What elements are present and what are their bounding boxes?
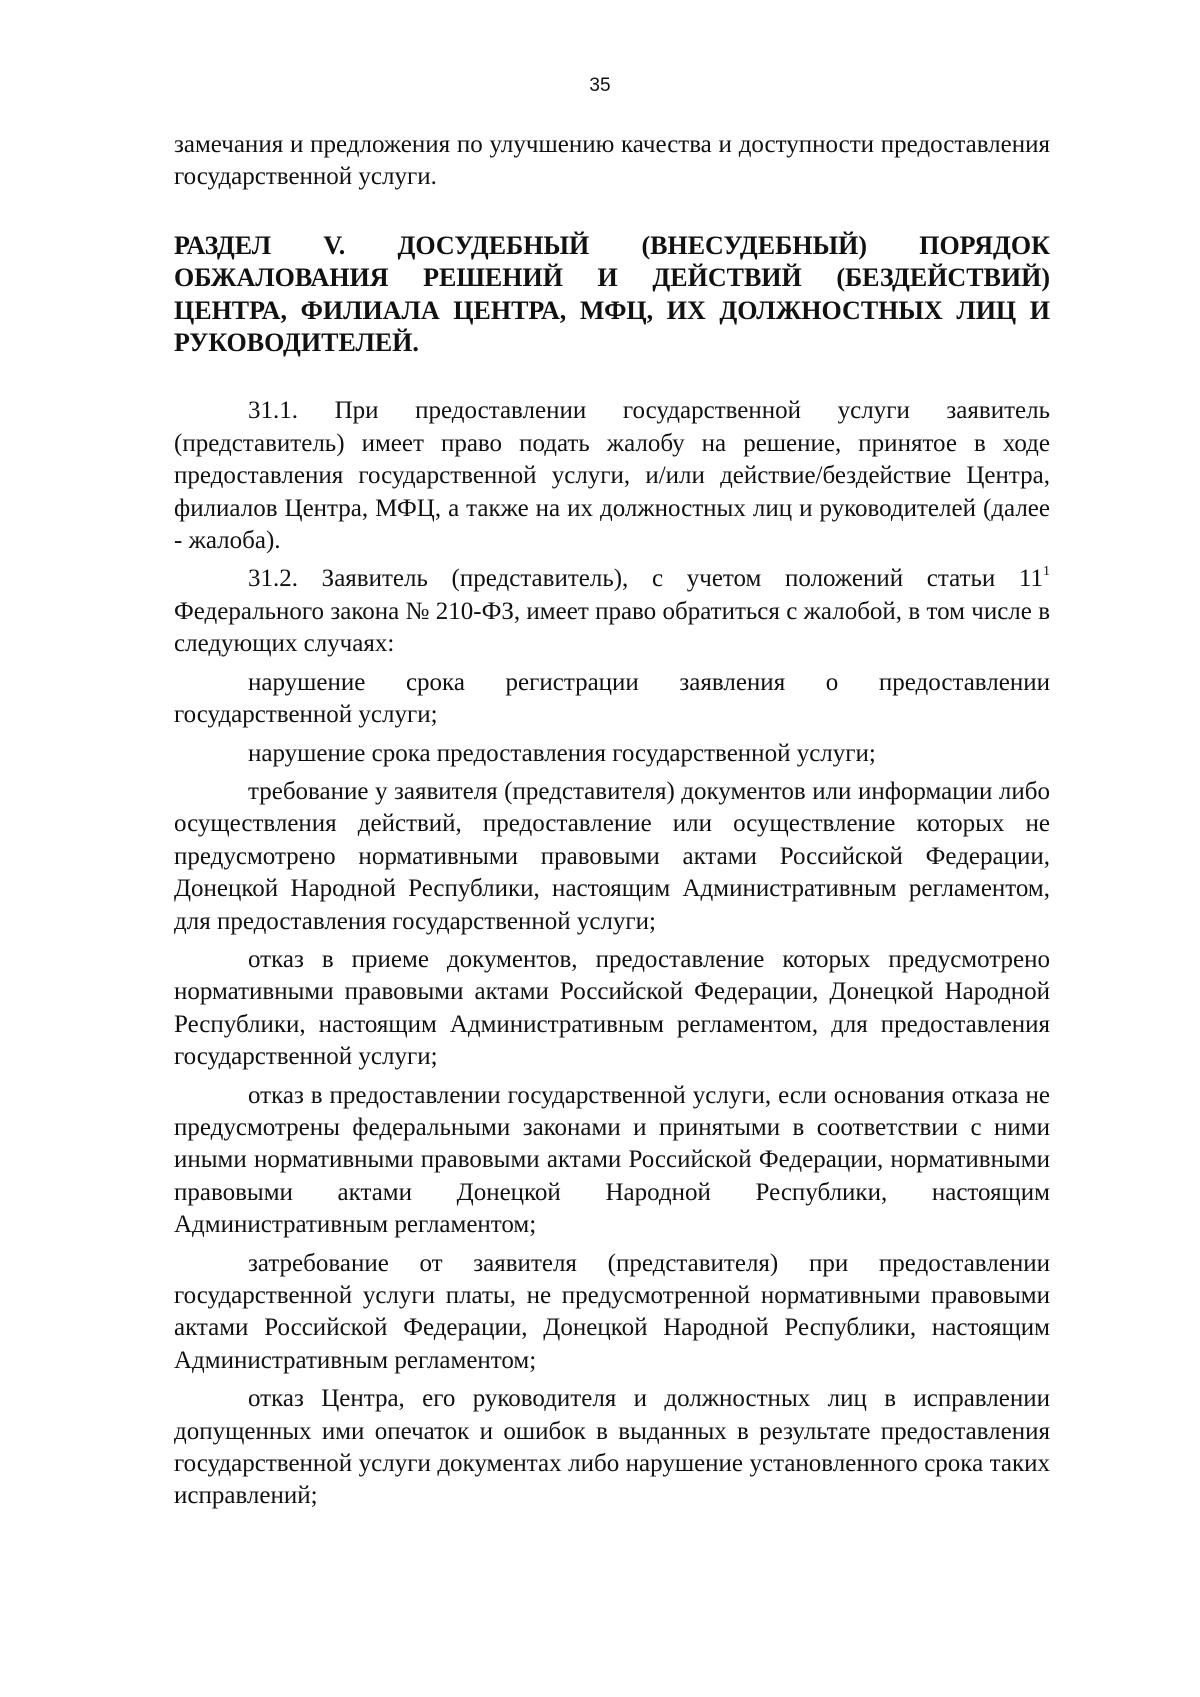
list-item: затребование от заявителя (представителя) при предоставлении государственной услуги платы, не предусмотренной нормативными правовыми актами Российской Федерации, Донецкой Народной Республики, настоящим Административным регламентом; — [174, 1249, 1050, 1374]
list-item: нарушение срока регистрации заявления о предоставлении государственной услуги; — [174, 668, 1050, 729]
footnote-superscript: 1 — [1043, 564, 1050, 580]
list-item: отказ в предоставлении государственной услуги, если основания отказа не предусмотрены федеральными законами и принятыми в соответствии с ними иными нормативными правовыми актами Российской Федерации, нормативными правовыми актами Донецкой Народной Республики, настоящим Административным регламентом; — [174, 1081, 1050, 1239]
document-body — [174, 129, 1050, 1513]
list-item: отказ в приеме документов, предоставление которых предусмотрено нормативными правовыми актами Российской Федерации, Донецкой Народной Республики, настоящим Административным регламентом, для предоставления государственной услуги; — [174, 945, 1050, 1071]
list-item: требование у заявителя (представителя) документов или информации либо осуществления действий, предоставление или осуществление которых не предусмотрено нормативными правовыми актами Российской Федерации, Донецкой Народной Республики, настоящим Административным регламентом, для предоставления государственной услуги; — [174, 777, 1050, 935]
paragraph-31-2 — [174, 563, 1050, 660]
list-item: нарушение срока предоставления государственной услуги; — [248, 739, 876, 767]
section-heading: РАЗДЕЛ V. ДОСУДЕБНЫЙ (ВНЕСУДЕБНЫЙ) ПОРЯДОК ОБЖАЛОВАНИЯ РЕШЕНИЙ И ДЕЙСТВИЙ (БЕЗДЕЙСТВИЙ) ЦЕНТРА, ФИЛИАЛА ЦЕНТРА, МФЦ, ИХ ДОЛЖНОСТНЫХ ЛИЦ И РУКОВОДИТЕЛЕЙ. — [174, 230, 1050, 358]
paragraph-31-2-text-end: Федерального закона № 210-ФЗ, имеет право обратиться с жалобой, в том числе в следующих случаях: — [174, 597, 1050, 658]
paragraph-31-1: 31.1. При предоставлении государственной услуги заявитель (представитель) имеет право подать жалобу на решение, принятое в ходе предоставления государственной услуги, и/или действие/бездействие Центра, филиалов Центра, МФЦ, а также на их должностных лиц и руководителей (далее - жалоба). — [174, 397, 1050, 555]
intro-paragraph: замечания и предложения по улучшению качества и доступности предоставления государственной услуги. — [174, 131, 1050, 191]
page-number: 35 — [589, 75, 611, 96]
paragraph-31-2-text-start: 31.2. Заявитель (представитель), с учетом положений статьи 11 — [248, 565, 1043, 593]
list-item: отказ Центра, его руководителя и должностных лиц в исправлении допущенных ими опечаток и ошибок в выданных в результате предоставления государственной услуги документах либо нарушение установленного срока таких исправлений; — [174, 1385, 1050, 1510]
